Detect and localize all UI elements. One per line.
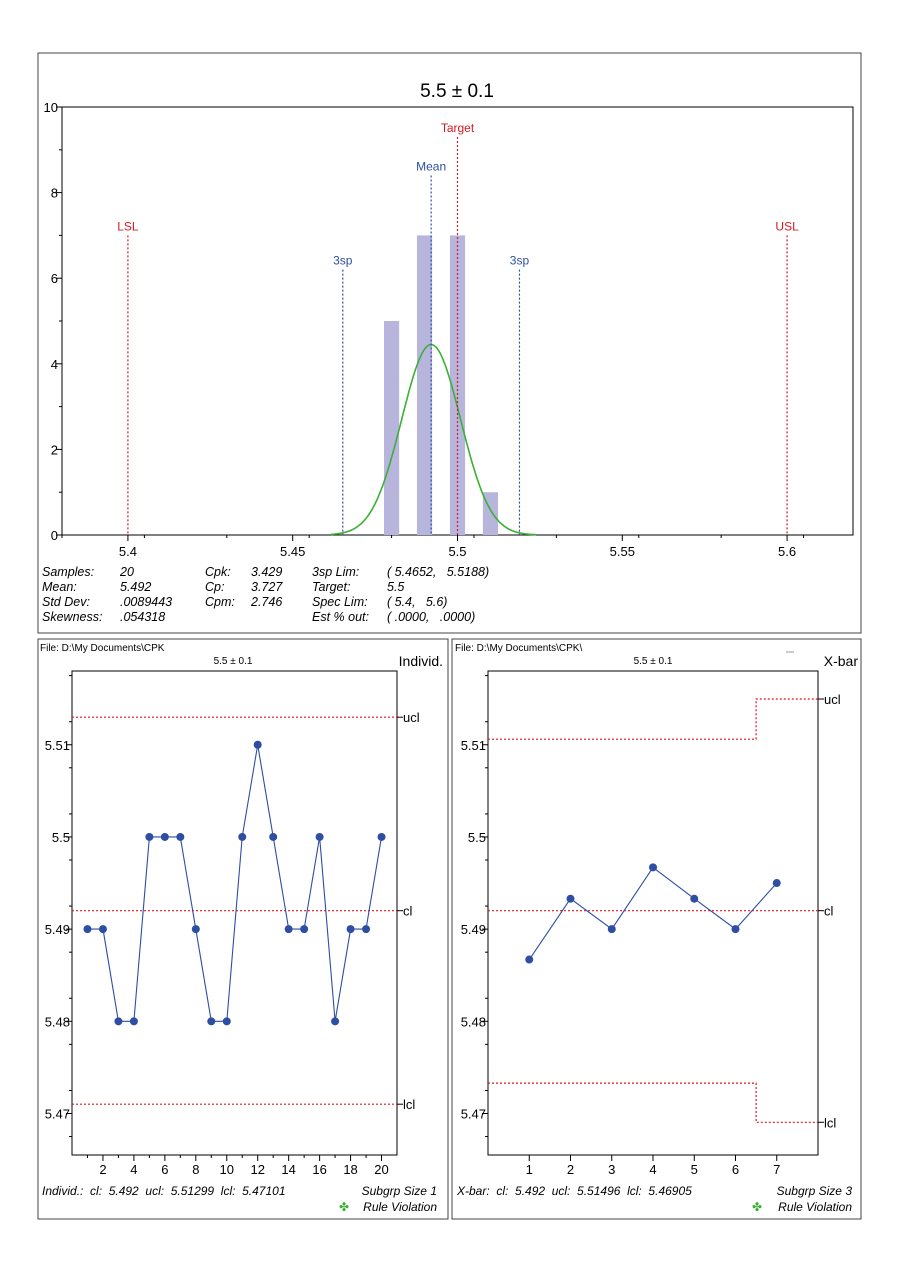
data-point	[130, 1017, 138, 1025]
xbar-footer-rule: Rule Violation	[778, 1200, 852, 1214]
limit-label-cl: cl	[403, 903, 413, 919]
stat-estout-value: ( .0000, .0000)	[387, 610, 476, 624]
data-point	[114, 1017, 122, 1025]
x-tick-label: 1	[525, 1162, 533, 1177]
x-tick-label: 14	[281, 1162, 296, 1177]
data-point	[690, 895, 698, 903]
rule-violation-icon: ✤	[751, 1200, 763, 1214]
histogram-marks	[44, 100, 804, 559]
x-tick-label: 12	[250, 1162, 265, 1177]
stat-skewness-label: Skewness:	[42, 610, 103, 624]
data-point	[238, 833, 246, 841]
x-tick-label: 10	[219, 1162, 234, 1177]
limit-label-lcl: lcl	[403, 1097, 416, 1113]
individ-marks	[45, 676, 420, 1177]
x-tick-label: 6	[731, 1162, 740, 1177]
ref-label-3sp: 3sp	[509, 253, 530, 268]
limit-label-ucl: ucl	[403, 710, 420, 726]
y-tick-label: 4	[50, 356, 58, 372]
stat-stddev-label: Std Dev:	[42, 595, 90, 609]
x-tick-label: 8	[192, 1162, 200, 1177]
individ-footer-stats: Individ.: cl: 5.492 ucl: 5.51299 lcl: 5.47101	[42, 1184, 286, 1198]
lcl-line	[488, 1083, 818, 1122]
y-tick-label: 2	[50, 442, 58, 458]
data-point	[362, 925, 370, 933]
data-point	[732, 925, 740, 933]
stat-mean-value: 5.492	[120, 580, 152, 594]
stat-samples-label: Samples:	[42, 565, 95, 579]
x-tick-label: 2	[566, 1162, 575, 1177]
y-tick-label: 10	[43, 100, 58, 115]
xbar-chart-label: X-bar	[823, 653, 858, 669]
x-tick-label: 5.5	[448, 544, 467, 559]
xbar-footer-stats: X-bar: cl: 5.492 ucl: 5.51496 lcl: 5.46905	[457, 1184, 692, 1198]
stat-cp-label: Cp:	[205, 580, 225, 594]
x-tick-label: 3	[608, 1162, 616, 1177]
limit-label-ucl: ucl	[824, 692, 841, 708]
ref-label-lsl: LSL	[117, 219, 139, 234]
y-tick-label: 6	[50, 271, 58, 287]
data-point	[192, 925, 200, 933]
ref-label-target: Target	[440, 120, 475, 135]
y-tick-label: 5.47	[44, 1106, 70, 1122]
stat-cp-value: 3.727	[251, 580, 283, 594]
x-tick-label: 20	[374, 1162, 389, 1177]
x-tick-label: 2	[99, 1162, 107, 1177]
x-tick-label: 4	[130, 1162, 138, 1177]
xbar-footer-subgrp: Subgrp Size 3	[776, 1184, 852, 1198]
data-point	[145, 833, 153, 841]
stat-3sp-label: 3sp Lim:	[312, 565, 360, 579]
x-tick-label: 5.6	[778, 544, 797, 559]
individ-file-path: File: D:\My Documents\CPK	[40, 643, 165, 654]
normal-curve	[331, 345, 536, 535]
data-point	[649, 863, 657, 871]
data-point	[378, 833, 386, 841]
data-point	[347, 925, 355, 933]
xbar-panel-frame	[452, 639, 861, 1219]
ucl-line	[488, 699, 818, 739]
individ-footer-rule: Rule Violation	[363, 1200, 437, 1214]
data-point	[773, 879, 781, 887]
stat-cpk-value: 3.429	[251, 565, 283, 579]
x-tick-label: 16	[312, 1162, 327, 1177]
x-tick-label: 5.55	[609, 544, 635, 559]
histogram-stats	[42, 565, 489, 624]
rule-violation-icon: ✤	[338, 1200, 350, 1214]
stat-mean-label: Mean:	[42, 580, 77, 594]
y-tick-label: 5.47	[460, 1106, 486, 1122]
y-tick-label: 5.49	[460, 922, 486, 938]
data-point	[316, 833, 324, 841]
y-tick-label: 5.49	[44, 922, 70, 938]
stat-speclim-value: ( 5.4, 5.6)	[387, 595, 448, 609]
stat-cpm-label: Cpm:	[205, 595, 235, 609]
x-tick-label: 5.45	[280, 544, 306, 559]
x-tick-label: 4	[649, 1162, 657, 1177]
individ-chart-label: Individ.	[398, 653, 443, 669]
stat-skewness-value: .054318	[120, 610, 166, 624]
data-point	[207, 1017, 215, 1025]
stat-speclim-label: Spec Lim:	[312, 595, 368, 609]
series-line	[88, 745, 382, 1022]
data-point	[285, 925, 293, 933]
data-point	[567, 895, 575, 903]
data-point	[176, 833, 184, 841]
x-tick-label: 18	[343, 1162, 358, 1177]
stat-cpk-label: Cpk:	[205, 565, 231, 579]
xbar-file-path: File: D:\My Documents\CPK\	[455, 643, 583, 654]
y-tick-label: 5.5	[51, 829, 70, 845]
histogram-bar	[384, 321, 399, 535]
data-point	[525, 956, 533, 964]
data-point	[83, 925, 91, 933]
y-tick-label: 5.51	[44, 737, 70, 753]
data-point	[269, 833, 277, 841]
stat-target-label: Target:	[312, 580, 351, 594]
ref-label-mean: Mean	[416, 159, 447, 174]
x-tick-label: 7	[773, 1162, 781, 1177]
histogram-bar	[417, 235, 432, 535]
xbar-title: 5.5 ± 0.1	[633, 656, 673, 667]
y-tick-label: 5.5	[467, 829, 486, 845]
stat-samples-value: 20	[120, 565, 134, 579]
x-tick-label: 6	[161, 1162, 169, 1177]
histogram-title: 5.5 ± 0.1	[420, 81, 494, 102]
individ-plot-area	[72, 671, 397, 1155]
stat-cpm-value: 2.746	[251, 595, 283, 609]
y-tick-label: 0	[50, 528, 58, 543]
limit-label-lcl: lcl	[824, 1115, 837, 1131]
data-point	[99, 925, 107, 933]
xbar-marks	[461, 676, 841, 1177]
stat-3sp-value: ( 5.4652, 5.5188)	[387, 565, 490, 579]
data-point	[161, 833, 169, 841]
limit-label-cl: cl	[824, 903, 834, 919]
data-point	[223, 1017, 231, 1025]
y-tick-label: 5.48	[460, 1014, 486, 1030]
stat-target-value: 5.5	[387, 580, 405, 594]
y-tick-label: 5.51	[460, 737, 486, 753]
individ-footer-subgrp: Subgrp Size 1	[361, 1184, 437, 1198]
ref-label-3sp: 3sp	[333, 253, 353, 268]
x-tick-label: 5.4	[118, 544, 137, 559]
data-point	[254, 741, 262, 749]
series-line	[529, 867, 777, 959]
stat-estout-label: Est % out:	[312, 610, 369, 624]
stat-stddev-value: .0089443	[120, 595, 173, 609]
y-tick-label: 5.48	[44, 1014, 70, 1030]
ref-label-usl: USL	[775, 219, 799, 234]
data-point	[608, 925, 616, 933]
data-point	[300, 925, 308, 933]
x-tick-label: 5	[690, 1162, 698, 1177]
individ-title: 5.5 ± 0.1	[213, 656, 253, 667]
data-point	[331, 1017, 339, 1025]
y-tick-label: 8	[50, 185, 58, 201]
xbar-plot-area	[488, 671, 818, 1155]
